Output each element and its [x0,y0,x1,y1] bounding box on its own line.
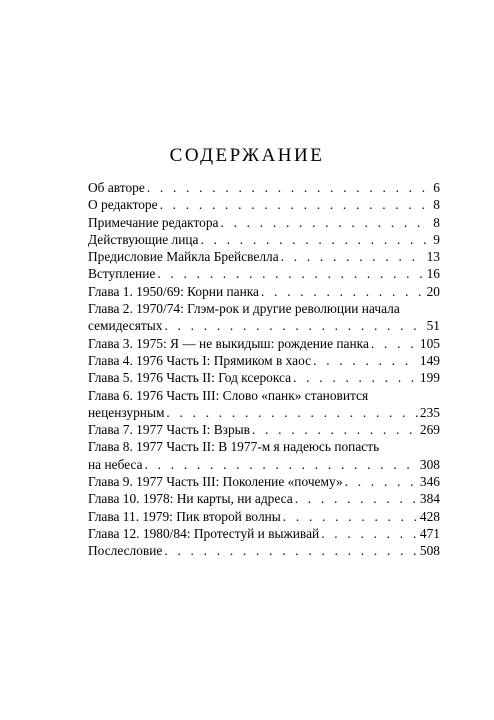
toc-page-number: 471 [419,525,440,541]
toc-entry-title: Глава 2. 1970/74: Глэм-рок и другие революции начала [88,301,400,317]
toc-entry [88,438,440,473]
toc-entry-title: Примечание редактора [88,214,219,230]
toc-entry [88,214,440,231]
dot-leader [293,369,418,386]
toc-page-number: 6 [433,180,440,195]
toc-entry-line [88,456,440,473]
toc-entry [88,369,440,386]
toc-entry-line [88,179,440,196]
toc-page-number: 269 [419,422,440,438]
toc-page-number: 384 [419,491,440,507]
toc-entry [88,525,440,542]
dot-leader [164,542,418,559]
toc-page-number: 8 [433,197,440,213]
toc-entry-line [88,369,440,386]
toc-page-number: 428 [419,508,440,524]
toc-entry [88,231,440,248]
toc-entry-line [88,473,440,490]
toc-entry-title: семидесятых [88,318,163,334]
toc-entry-title: Глава 4. 1976 Часть I: Прямиком в хаос [88,352,312,368]
toc-entry-line [88,525,440,542]
toc-entry [88,248,440,265]
toc-page-number: 199 [419,370,440,386]
toc-page-number: 8 [433,214,440,230]
toc-entry-title: Глава 5. 1976 Часть II: Год ксерокса [88,370,292,386]
toc-page-number: 9 [433,231,440,247]
toc-entry-title: Действующие лица [88,231,199,247]
toc-entry-line [88,214,440,231]
toc-entry-line [88,542,440,559]
dot-leader [313,352,418,369]
toc-entry [88,508,440,525]
toc-entry [88,421,440,438]
toc-entry-line [88,508,440,525]
toc-entry [88,335,440,352]
dot-leader [295,490,418,507]
toc-entry-line [88,404,440,421]
toc-entry-line [88,387,440,404]
dot-leader [345,473,418,490]
toc-entry-line [88,283,440,300]
toc-entry-title: Об авторе [88,180,145,195]
toc-entry-title: Глава 7. 1977 Часть I: Взрыв [88,422,250,438]
toc-entry-title: О редакторе [88,197,158,213]
toc-entry-title: Предисловие Майкла Брейсвелла [88,249,279,265]
toc-entry-line [88,196,440,213]
dot-leader [164,317,424,334]
toc-entry-line [88,248,440,265]
table-of-contents [88,179,440,560]
toc-entry [88,352,440,369]
toc-entry [88,473,440,490]
dot-leader [283,508,418,525]
toc-entry-line [88,265,440,282]
dot-leader [321,525,418,542]
toc-entry-title: Глава 9. 1977 Часть III: Поколение «почему» [88,474,343,490]
toc-page-number: 51 [426,318,440,334]
toc-page-number: 20 [426,283,440,299]
toc-page-number: 149 [419,352,440,368]
toc-entry-title: на небеса [88,456,143,472]
dot-leader [371,335,418,352]
toc-entry [88,387,440,422]
toc-entry-title: Глава 10. 1978: Ни карты, ни адреса [88,491,293,507]
toc-entry-title: Послесловие [88,543,163,559]
toc-entry [88,490,440,507]
toc-entry-title: Глава 12. 1980/84: Протестуй и выживай [88,525,320,541]
dot-leader [160,196,432,213]
toc-page-number: 235 [419,404,440,420]
dot-leader [147,179,432,196]
toc-entry [88,300,440,335]
toc-entry [88,196,440,213]
toc-entry-title: Глава 3. 1975: Я — не выкидыш: рождение панка [88,335,369,351]
dot-leader [145,456,418,473]
dot-leader [252,421,418,438]
toc-page-number: 508 [419,543,440,559]
dot-leader [157,265,424,282]
toc-page-number: 105 [419,335,440,351]
toc-entry-title: Глава 11. 1979: Пик второй волны [88,508,281,524]
dot-leader [281,248,425,265]
toc-page-number: 346 [419,474,440,490]
toc-entry-title: Глава 8. 1977 Часть II: В 1977-м я надеюсь попасть [88,439,380,455]
toc-entry-title: Глава 6. 1976 Часть III: Слово «панк» становится [88,387,369,403]
toc-entry-line [88,300,440,317]
toc-entry-line [88,231,440,248]
toc-page-number: 16 [426,266,440,282]
dot-leader [166,404,417,421]
toc-entry-title: нецензурным [88,404,165,420]
toc-entry-line [88,438,440,455]
toc-entry-title: Глава 1. 1950/69: Корни панка [88,283,260,299]
toc-entry [88,179,440,196]
toc-entry-line [88,421,440,438]
toc-entry [88,283,440,300]
page-title: СОДЕРЖАНИЕ [169,145,325,166]
toc-entry-line [88,317,440,334]
toc-entry [88,265,440,282]
dot-leader [220,214,431,231]
toc-entry-line [88,335,440,352]
toc-entry-line [88,490,440,507]
dot-leader [261,283,425,300]
toc-page-number: 13 [426,249,440,265]
toc-page-number: 308 [419,456,440,472]
dot-leader [201,231,432,248]
toc-entry-line [88,352,440,369]
toc-entry-title: Вступление [88,266,156,282]
toc-entry [88,542,440,559]
